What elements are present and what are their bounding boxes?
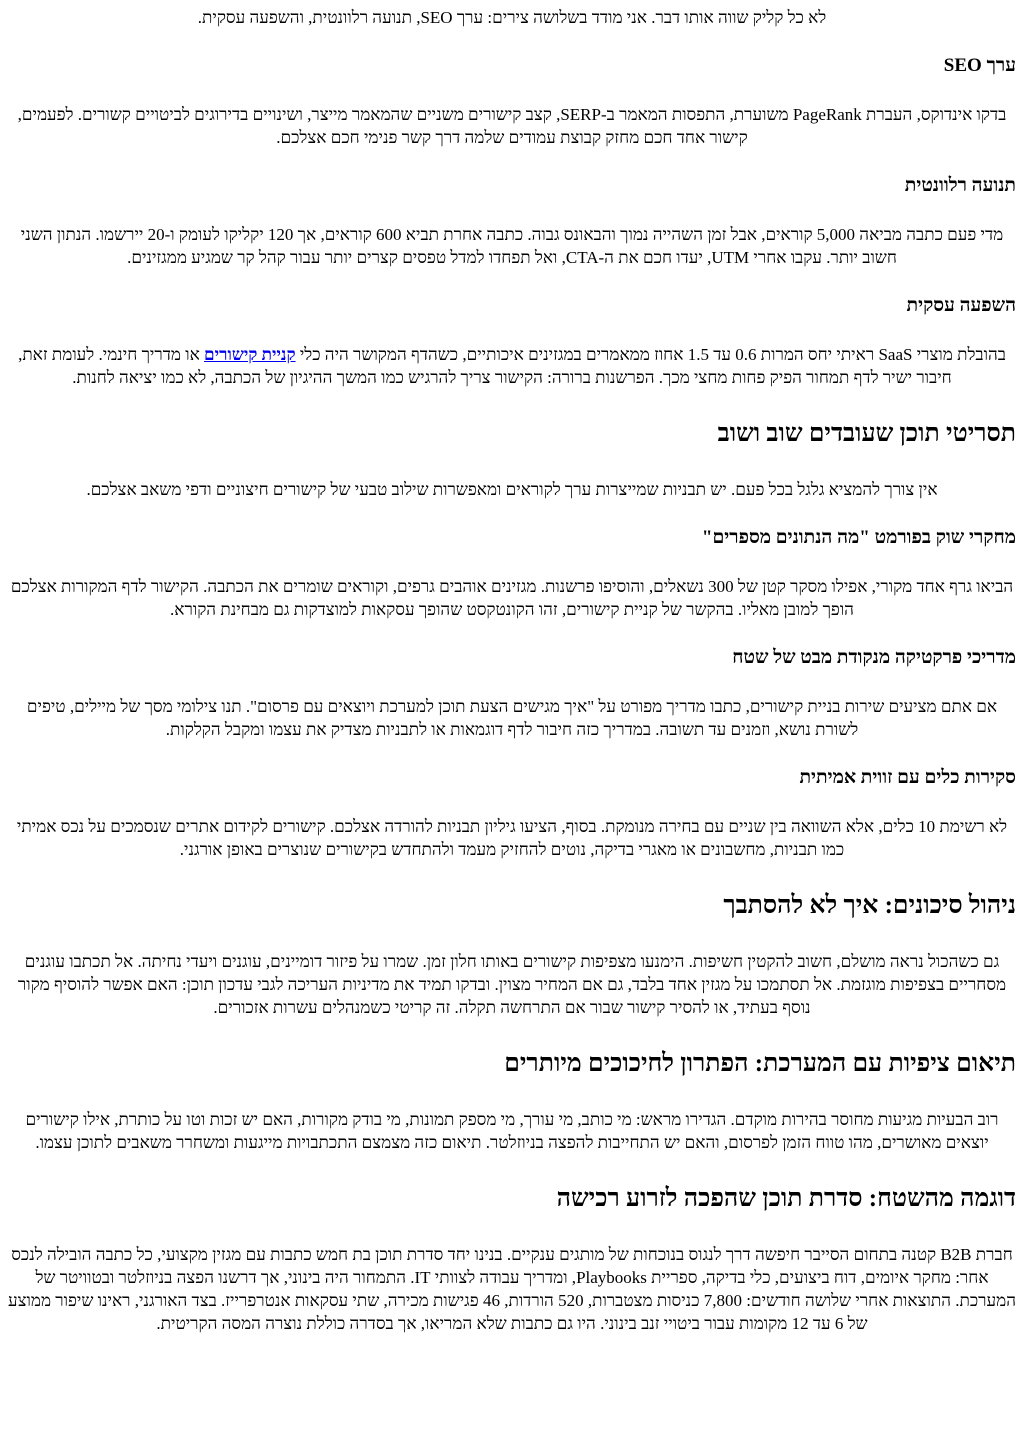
- market-research-paragraph: הביאו גרף אחד מקורי, אפילו מסקר קטן של 300 נשאלים, והוסיפו פרשנות. מגזינים אוהבים גרפים, וקוראים שומרים את הכתבה. הקישור לדף המקורות אצלכם הופך למובן מאליו. בהקשר של קניית קישורים, זהו הקונטקסט שהופך עסקאות למוצדקות גם מבחינת הקורא.: [10, 577, 1014, 619]
- heading-content-scripts: תסריטי תוכן שעובדים שוב ושוב: [717, 420, 1016, 447]
- seo-value-paragraph: בדקו אינדוקס, העברת PageRank משוערת, התפסות המאמר ב-SERP, קצב קישורים משניים שהמאמר מייצר, ושינויים בדירוגים לביטויים קשורים. לפעמים, קישור אחד חכם מחזק קבוצת עמודים שלמה דרך קשר פנימי חכם אצלכם.: [17, 105, 1007, 147]
- heading-business-impact: השפעה עסקית: [906, 295, 1016, 316]
- intro-paragraph: לא כל קליק שווה אותו דבר. אני מודד בשלושה צירים: ערך SEO, תנועה רלוונטית, והשפעה עסקית.: [197, 8, 827, 27]
- buy-links-link[interactable]: קניית קישורים: [204, 345, 296, 364]
- content-scripts-paragraph: אין צורך להמציא גלגל בכל פעם. יש תבניות שמייצרות ערך לקוראים ומאפשרות שילוב טבעי של קישורים חיצוניים ודפי משאב אצלכם.: [86, 480, 938, 499]
- heading-market-research: מחקרי שוק בפורמט "מה הנתונים מספרים": [701, 527, 1016, 548]
- tool-reviews-paragraph: לא רשימת 10 כלים, אלא השוואה בין שניים עם בחירה מנומקת. בסוף, הציעו גיליון תבניות להורדה אצלכם. קישורים לקידום אתרים שנסמכים על נכס אמיתי כמו תבניות, מחשבונים או מאגרי בדיקה, נוטים להחזיק מעמד ולהתחדש בקישורים שנוצרים באופן אורגני.: [16, 817, 1008, 859]
- relevant-traffic-paragraph: מדי פעם כתבה מביאה 5,000 קוראים, אבל זמן השהייה נמוך והבאונס גבוה. כתבה אחרת תביא 600 קוראים, אך 120 יקליקו לעומק ו-20 יירשמו. הנתון השני חשוב יותר. עקבו אחרי UTM, יעדו חכם את ה-CTA, ואל תפחדו למדל טפסים קצרים יותר עבור קהל קר שמגיע ממגזינים.: [20, 225, 1004, 267]
- risk-management-paragraph: גם כשהכול נראה מושלם, חשוב להקטין חשיפות. הימנעו מצפיפות קישורים באותו חלון זמן. שמרו על פיזור דומיינים, עוגנים ויעדי נחיתה. אל תכתבו עוגנים מסחריים בצפיפות מוגזמת. אל תסתמכו על מגזין אחד בלבד, גם אם המחיר מצוין. ובדקו תמיד את מדיניות העריכה לגבי עדכון תוכן: האם אפשר להוסיף מקור נוסף בעתיד, או להסיר קישור שבור אם התרחשה תקלה. זה קריטי כשמנהלים עשרות אזכורים.: [17, 952, 1007, 1017]
- heading-seo-value: ערך SEO: [943, 55, 1016, 76]
- heading-case-study: דוגמה מהשטח: סדרת תוכן שהפכה לזרוע רכישה: [556, 1185, 1016, 1212]
- heading-expectations-alignment: תיאום ציפיות עם המערכת: הפתרון לחיכוכים מיותרים: [504, 1050, 1016, 1077]
- case-study-paragraph: חברת B2B קטנה בתחום הסייבר חיפשה דרך לנגוס בנוכחות של מותגים ענקיים. בנינו יחד סדרת תוכן בת חמש כתבות עם מגזין מקצועי, כל כתבה הובילה לנכס אחר: מחקר איומים, דוח ביצועים, כלי בדיקה, ספריית Playbooks, ומדריך עבודה לצוותי IT. התמחור היה בינוני, אך דרשנו הפצה בניוזלטר ובטוויטר של המערכת. התוצאות אחרי שלושה חודשים: 7,800 כניסות מצטברות, 520 הורדות, 46 פגישות מכירה, שתי עסקאות אנטרפרייז. בצד האורגני, ראינו שיפור ממוצע של 6 עד 12 מקומות עבור ביטויי זנב בינוני. היו גם כתבות שלא המריאו, אך בסדרה כוללת נוצרה המסה הקריטית.: [7, 1245, 1016, 1333]
- expectations-alignment-paragraph: רוב הבעיות מגיעות מחוסר בהירות מוקדם. הגדירו מראש: מי כותב, מי עורך, מי מספק תמונות, מי בודק מקורות, האם יש זכות וטו על כותרת, אילו קישורים יוצאים מאושרים, מהו טווח הזמן לפרסום, והאם יש התחייבות להפצה בניוזלטר. תיאום כזה מצמצם התכתבויות מייגעות ומשחרר משאבים לתוכן עצמו.: [25, 1110, 999, 1152]
- heading-tool-reviews: סקירות כלים עם זווית אמיתית: [799, 767, 1016, 788]
- business-impact-text-before-link: בהובלת מוצרי SaaS ראיתי יחס המרות 0.6 עד 1.5 אחוז ממאמרים במגזינים איכותיים, כשהדף המקושר היה כלי: [295, 345, 1006, 364]
- heading-relevant-traffic: תנועה רלוונטית: [904, 175, 1016, 196]
- business-impact-paragraph: [8, 343, 1016, 389]
- heading-risk-management: ניהול סיכונים: איך לא להסתבך: [723, 892, 1016, 919]
- practice-guides-paragraph: אם אתם מציעים שירות בניית קישורים, כתבו מדריך מפורט על "איך מגישים הצעת תוכן למערכת ויוצאים עם פרסום". תנו צילומי מסך של מיילים, טיפים לשורת נושא, וזמנים עד תשובה. במדריך כזה חיבור לדף דוגמאות או לתבניות מצדיק את עצמו ומקבל הקלקות.: [26, 697, 998, 739]
- heading-practice-guides: מדריכי פרקטיקה מנקודת מבט של שטח: [732, 647, 1016, 668]
- business-impact-text-after-link: או מדריך חינמי. לעומת זאת, חיבור ישיר לדף תמחור הפיק פחות מחצי מכך. הפרשנות ברורה: הקישור צריך להרגיש כמו המשך ההיגיון של הכתבה, לא כמו יציאה לחנות.: [18, 345, 952, 387]
